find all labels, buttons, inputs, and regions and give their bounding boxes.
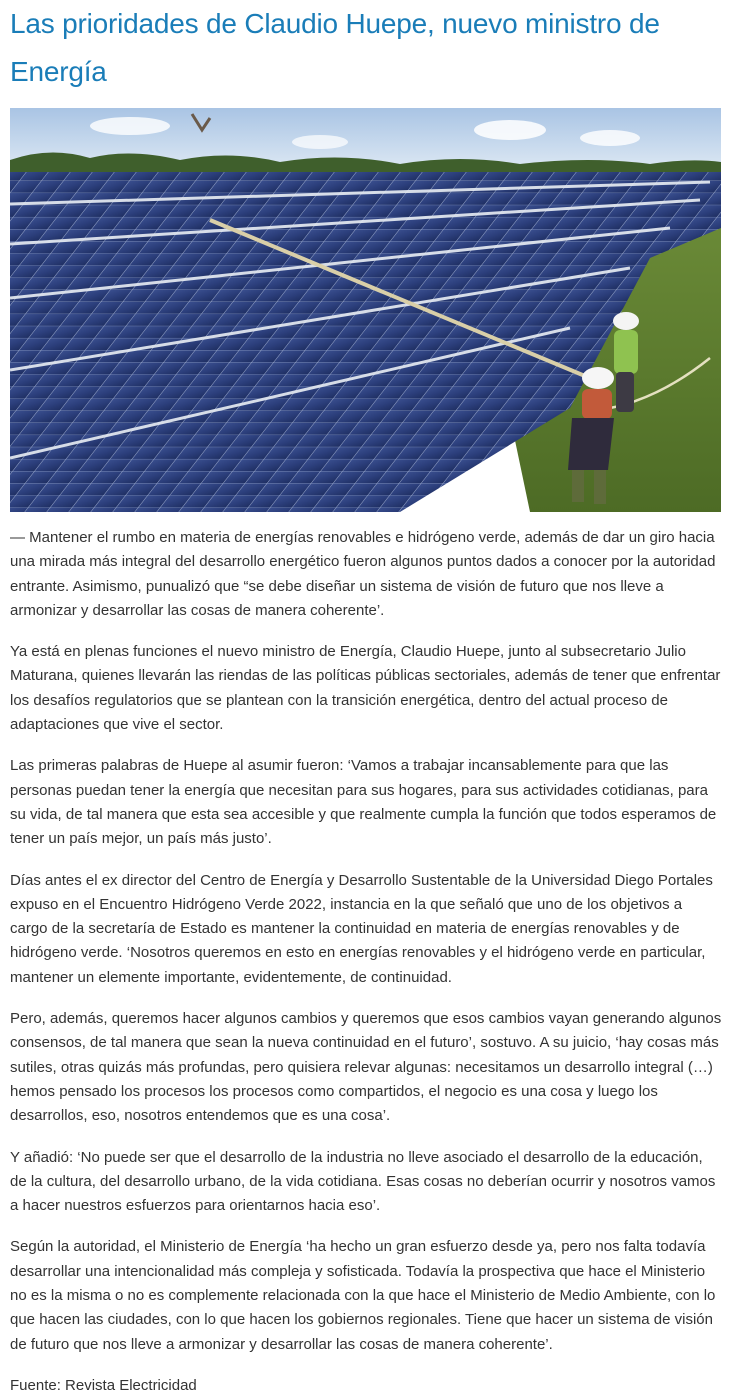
paragraph-4: Días antes el ex director del Centro de Energía y Desarrollo Sustentable de la Universidad Diego Portales expuso en el Encuentro Hidrógeno Verde 2022, instancia en la que señaló que uno de los objetivos a cargo de la secretaría de Estado es mantener la continuidad en materia de energías renovables y de hidrógeno verde. ‘Nosotros queremos en esto en energías renovables y el hidrógeno verde en particular, mantener un elemente importante, evidentemente, de continuidad. <box>10 871 713 986</box>
source-credit: Fuente: Revista Electricidad <box>10 1376 197 1394</box>
paragraph-2: Ya está en plenas funciones el nuevo ministro de Energía, Claudio Huepe, junto al subsecretario Julio Maturana, quienes llevarán las riendas de las políticas públicas sectoriales, además de tener que enfrentar los desafíos regulatorios que se plantean con la transición energética, dentro del actual proceso de adaptaciones que vive el sector. <box>10 643 721 734</box>
paragraph-5: Pero, además, queremos hacer algunos cambios y queremos que esos cambios vayan generando algunos consensos, de tal manera que sean la nueva continuidad en el futuro’, sostuvo. A su juicio, ‘hay cosas más sutiles, otras quizás más profundas, pero quisiera relevar algunas: necesitamos un desarrollo integral (…) hemos pensado los procesos los procesos como compartidos, el negocio es una cosa y luego los desarrollos, eso, nosotros entendemos que es una cosa’. <box>10 1010 722 1125</box>
hero-image <box>10 108 721 512</box>
paragraph-6: Y añadió: ‘No puede ser que el desarrollo de la industria no lleve asociado el desarrollo de la educación, de la cultura, del desarrollo urbano, de la vida cotidiana. Esas cosas no deberían ocurrir y nosotros vamos a hacer nuestros esfuerzos para orientarnos hacia eso’. <box>10 1148 716 1215</box>
paragraph-7: Según la autoridad, el Ministerio de Energía ‘ha hecho un gran esfuerzo desde ya, pero nos falta todavía desarrollar una intencionalidad más compleja y sofisticada. Todavía la prospectiva que hace el Ministerio no es la misma o no es complemente relacionada con la que hace el Ministerio de Medio Ambiente, con lo que hacen las ciudades, con lo que hacen los gobiernos regionales. Tiene que hacer un sistema de visión de futuro que nos lleve a armonizar y desarrollar las cosas de manera coherente’. <box>10 1238 716 1353</box>
solar-field-illustration <box>10 108 721 512</box>
article-title: Las prioridades de Claudio Huepe, nuevo ministro de Energía <box>10 8 660 87</box>
paragraph-3: Las primeras palabras de Huepe al asumir fueron: ‘Vamos a trabajar incansablemente para que las personas puedan tener la energía que necesitan para sus hogares, para sus actividades cotidianas, para su vida, de tal manera que esta sea accesible y que realmente cumpla la función que todos esperamos de tener un país mejor, un país más justo’. <box>10 757 717 848</box>
article-body <box>10 526 722 1398</box>
paragraph-1: — Mantener el rumbo en materia de energías renovables e hidrógeno verde, además de dar un giro hacia una mirada más integral del desarrollo energético fueron algunos puntos dados a conocer por la autoridad entrante. Asimismo, punualizó que “se debe diseñar un sistema de visión de futuro que nos lleve a armonizar y desarrollar las cosas de manera coherente’. <box>10 529 716 619</box>
